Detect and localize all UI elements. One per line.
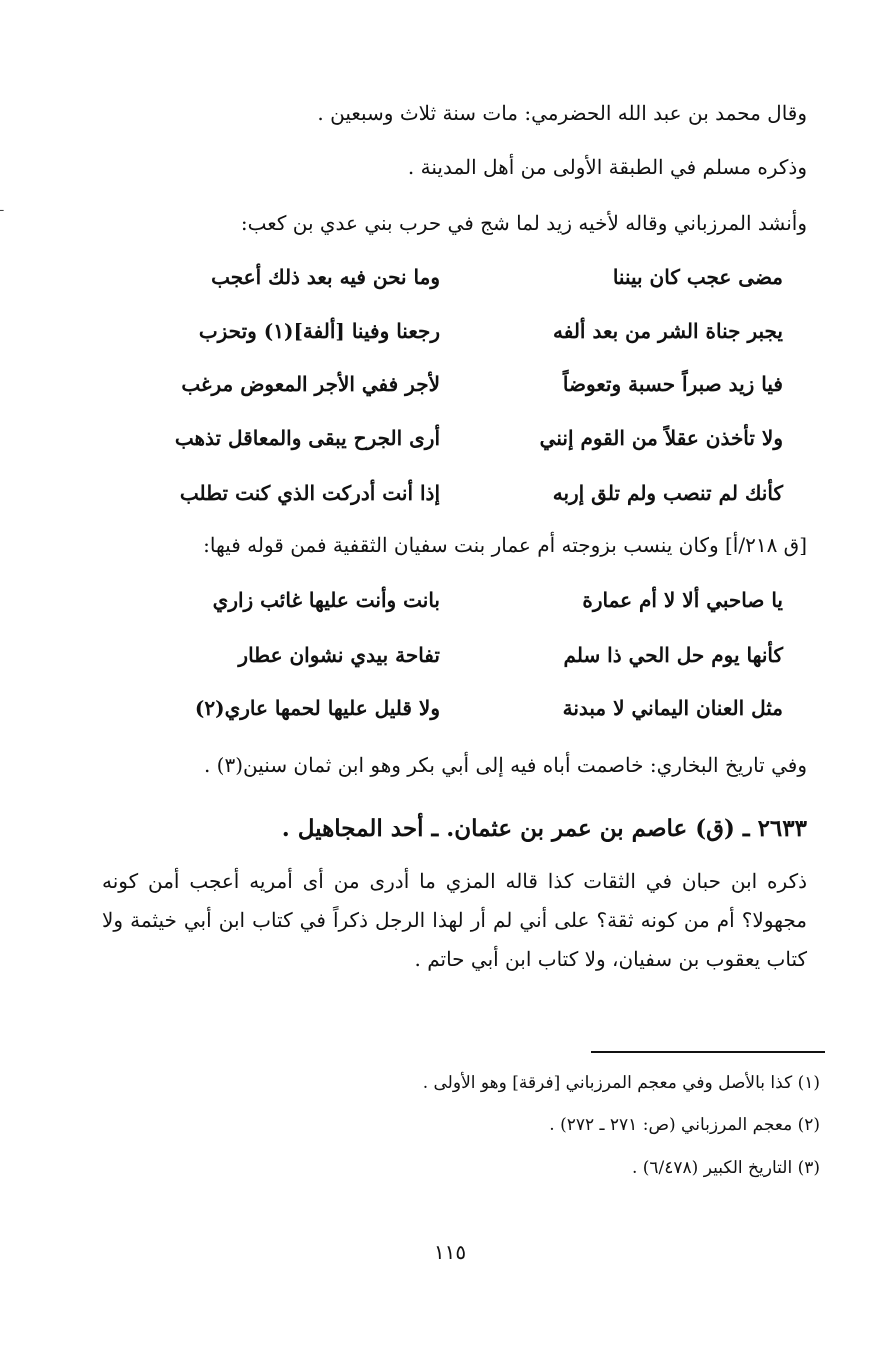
entry-paragraph: ذكره ابن حبان في الثقات كذا قاله المزي ما أدرى من أى أمريه أعجب أمن كونه مجهولا؟ أم من كونه ثقة؟ على أني لم أر لهذا الرجل ذكراً في كتاب ابن أبي خيثمة ولا كتاب يعقوب بن سفيان، ولا كتاب ابن أبي حاتم .	[102, 869, 807, 971]
verse-first-hemistich: يجبر جناة الشر من بعد ألفه	[553, 319, 783, 343]
verse-second-hemistich: أرى الجرح يبقى والمعاقل تذهب	[174, 426, 440, 450]
verse-second-hemistich: لأجر ففي الأجر المعوض مرغب	[181, 372, 440, 396]
text-line-bukhari: وفي تاريخ البخاري: خاصمت أباه فيه إلى أبي بكر وهو ابن ثمان سنين(٣) .	[203, 753, 807, 777]
verse-first-hemistich: كأنها يوم حل الحي ذا سلم	[563, 643, 783, 667]
verse-second-hemistich: ولا قليل عليها لحمها عاري(٢)	[194, 696, 440, 720]
margin-mark: ـ	[0, 200, 4, 214]
text-line-hadrami: وقال محمد بن عبد الله الحضرمي: مات سنة ثلاث وسبعين .	[317, 101, 807, 125]
page-number: ١١٥	[433, 1240, 467, 1264]
verse-second-hemistich: بانت وأنت عليها غائب زاري	[212, 588, 440, 612]
verse-first-hemistich: ولا تأخذن عقلاً من القوم إنني	[539, 426, 783, 450]
verse-first-hemistich: يا صاحبي ألا لا أم عمارة	[582, 588, 783, 612]
footnote-separator	[591, 1051, 825, 1053]
text-line-folio: [ق ٢١٨/أ] وكان ينسب بزوجته أم عمار بنت سفيان الثقفية فمن قوله فيها:	[203, 533, 807, 557]
verse-second-hemistich: تفاحة بيدي نشوان عطار	[238, 643, 440, 667]
verse-first-hemistich: مضى عجب كان بيننا	[612, 265, 783, 289]
verse-second-hemistich: إذا أنت أدركت الذي كنت تطلب	[179, 481, 440, 505]
text-line-marzubani: وأنشد المرزباني وقاله لأخيه زيد لما شج في حرب بني عدي بن كعب:	[240, 211, 807, 235]
footnote-item: (١) كذا بالأصل وفي معجم المرزباني [فرقة] وهو الأولى .	[422, 1073, 820, 1093]
verse-second-hemistich: رجعنا وفينا [ألفة](١) وتحزب	[198, 319, 440, 343]
verse-first-hemistich: فيا زيد صبراً حسبة وتعوضاً	[562, 372, 783, 396]
footnote-item: (٢) معجم المرزباني (ص: ٢٧١ ـ ٢٧٢) .	[549, 1115, 820, 1135]
footnote-item: (٣) التاريخ الكبير (٦/٤٧٨) .	[631, 1158, 820, 1178]
verse-first-hemistich: مثل العنان اليماني لا مبدنة	[562, 696, 783, 720]
entry-heading: ٢٦٣٣ ـ (ق) عاصم بن عمر بن عثمان. ـ أحد المجاهيل .	[281, 815, 807, 842]
verse-first-hemistich: كأنك لم تنصب ولم تلق إربه	[552, 481, 783, 505]
text-line-muslim: وذكره مسلم في الطبقة الأولى من أهل المدينة .	[407, 155, 807, 179]
verse-second-hemistich: وما نحن فيه بعد ذلك أعجب	[211, 265, 440, 289]
